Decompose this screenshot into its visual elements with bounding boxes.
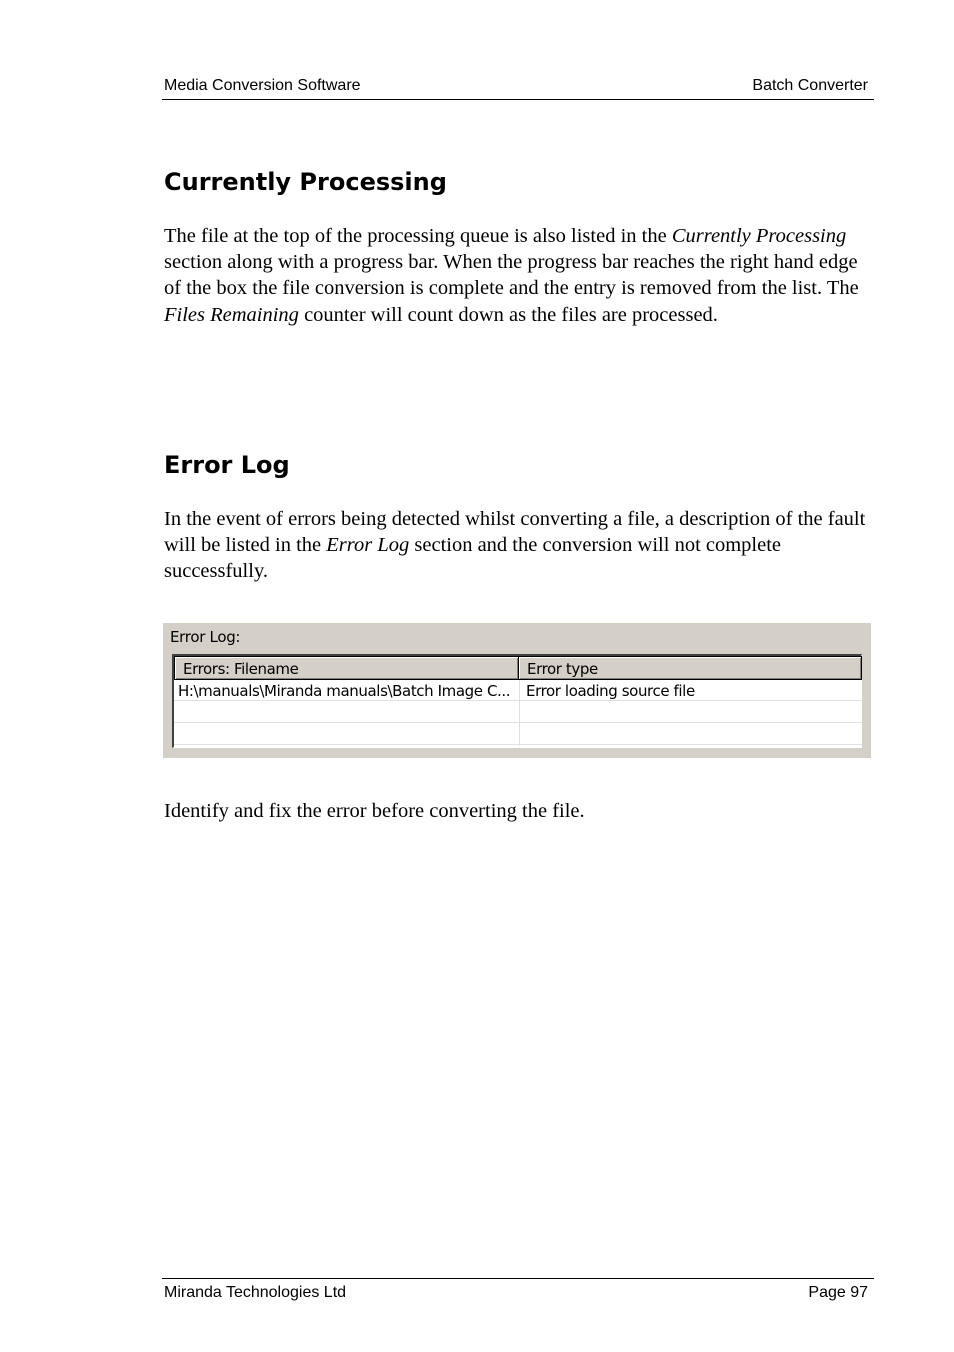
header-document-title: Media Conversion Software — [164, 77, 361, 94]
heading-error-log: Error Log — [164, 451, 290, 479]
error-log-panel — [163, 623, 871, 758]
error-log-label: Error Log: — [170, 628, 241, 646]
table-row[interactable] — [174, 680, 862, 701]
error-log-list[interactable] — [172, 654, 862, 748]
table-row[interactable] — [174, 724, 862, 745]
column-header-error-type[interactable]: Error type — [518, 656, 862, 680]
paragraph-currently-processing: The file at the top of the processing queue is also listed in the Currently Processing section along with a progress bar. When the progress bar reaches the right hand edge of the box the file conversion is complete and the entry is removed from the list. The Files Remaining counter will count down as the files are processed. — [164, 225, 859, 326]
cell-filename: H:\manuals\Miranda manuals\Batch Image C... — [178, 682, 511, 700]
page-footer — [162, 1278, 874, 1309]
cell-error-type: Error loading source file — [526, 682, 695, 700]
page-header — [162, 75, 874, 100]
page-number: Page 97 — [808, 1284, 868, 1301]
heading-currently-processing: Currently Processing — [164, 168, 447, 196]
column-header-filename[interactable]: Errors: Filename — [174, 656, 519, 680]
closing-paragraph: Identify and fix the error before converting the file. — [164, 800, 585, 822]
table-row[interactable] — [174, 702, 862, 723]
footer-company: Miranda Technologies Ltd — [164, 1284, 347, 1301]
header-section-title: Batch Converter — [752, 77, 868, 94]
paragraph-error-log: In the event of errors being detected whilst converting a file, a description of the fault will be listed in the Error Log section and the conversion will not complete successfully. — [164, 508, 866, 583]
